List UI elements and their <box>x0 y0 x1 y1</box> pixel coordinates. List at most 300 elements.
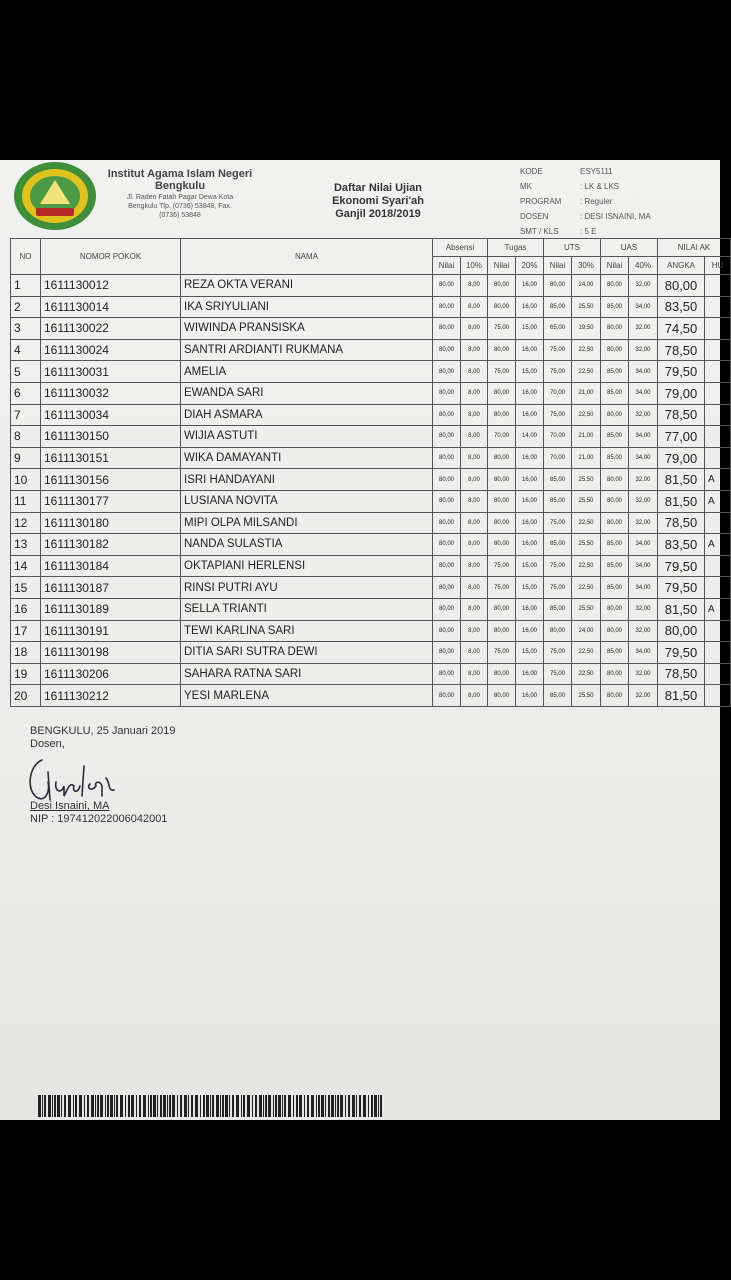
student-name: EWANDA SARI <box>181 382 433 404</box>
tugas-20pct: 15,00 <box>516 361 544 383</box>
document-page <box>0 160 724 1120</box>
barcode-bar <box>206 1095 209 1117</box>
tugas-20pct: 15,00 <box>516 577 544 599</box>
final-score-angka: 81,50 <box>658 598 705 620</box>
course-meta-value: : Reguler <box>580 197 613 206</box>
tugas-nilai: 80,00 <box>488 512 516 534</box>
uts-nilai: 75,00 <box>544 404 572 426</box>
barcode-bar <box>299 1095 302 1117</box>
student-name: AMELIA <box>181 361 433 383</box>
title-line1: Daftar Nilai Ujian <box>333 182 423 194</box>
student-nim: 1611130189 <box>41 598 181 620</box>
absensi-10pct: 8,00 <box>461 382 488 404</box>
barcode-bar <box>363 1095 366 1117</box>
student-nim: 1611130212 <box>41 685 181 707</box>
tugas-nilai: 80,00 <box>488 490 516 512</box>
uas-40pct: 34,00 <box>629 555 658 577</box>
absensi-nilai: 80,00 <box>433 555 461 577</box>
barcode-bar <box>42 1095 43 1117</box>
uts-30pct: 22,50 <box>572 404 601 426</box>
absensi-nilai: 80,00 <box>433 404 461 426</box>
barcode-bar <box>200 1095 201 1117</box>
student-name: DIAH ASMARA <box>181 404 433 426</box>
barcode-bar <box>243 1095 245 1117</box>
uts-30pct: 25,50 <box>572 598 601 620</box>
uas-40pct: 34,00 <box>629 382 658 404</box>
barcode-bar <box>380 1095 382 1117</box>
barcode-bar <box>232 1095 234 1117</box>
uts-nilai: 75,00 <box>544 577 572 599</box>
final-grade-huruf <box>705 275 731 297</box>
title-line2: Ekonomi Syari'ah <box>332 195 424 207</box>
barcode-bar <box>236 1095 239 1117</box>
uts-30pct: 22,50 <box>572 663 601 685</box>
row-number: 14 <box>11 555 41 577</box>
absensi-10pct: 8,00 <box>461 318 488 340</box>
uts-30pct: 22,50 <box>572 339 601 361</box>
tugas-nilai: 80,00 <box>488 296 516 318</box>
student-nim: 1611130150 <box>41 426 181 448</box>
tugas-nilai: 80,00 <box>488 469 516 491</box>
barcode-bar <box>184 1095 187 1117</box>
barcode-bar <box>188 1095 189 1117</box>
row-number: 3 <box>11 318 41 340</box>
uts-30pct: 25,50 <box>572 534 601 556</box>
barcode-bar <box>116 1095 118 1117</box>
table-row <box>11 296 731 318</box>
course-meta-row <box>520 164 700 179</box>
absensi-nilai: 80,00 <box>433 296 461 318</box>
row-number: 2 <box>11 296 41 318</box>
tugas-nilai: 80,00 <box>488 404 516 426</box>
course-meta-label: SMT / KLS <box>520 227 559 236</box>
uts-nilai: 70,00 <box>544 382 572 404</box>
uas-40pct: 34,00 <box>629 577 658 599</box>
uas-nilai: 80,00 <box>601 620 629 642</box>
final-score-angka: 79,50 <box>658 642 705 664</box>
tugas-20pct: 16,00 <box>516 404 544 426</box>
barcode-bar <box>95 1095 96 1117</box>
barcode-bar <box>110 1095 113 1117</box>
subheader-30pct: 30% <box>572 257 601 275</box>
tugas-nilai: 75,00 <box>488 318 516 340</box>
absensi-nilai: 80,00 <box>433 642 461 664</box>
tugas-nilai: 80,00 <box>488 382 516 404</box>
final-grade-huruf <box>705 642 731 664</box>
uts-30pct: 25,50 <box>572 469 601 491</box>
subheader-40pct: 40% <box>629 257 658 275</box>
final-score-angka: 80,00 <box>658 620 705 642</box>
subheader-nilai: Nilai <box>544 257 572 275</box>
barcode-bar <box>52 1095 53 1117</box>
barcode-bar <box>247 1095 250 1117</box>
tugas-20pct: 16,00 <box>516 620 544 642</box>
signature-block <box>30 725 176 751</box>
course-meta-label: KODE <box>520 167 543 176</box>
uts-nilai: 75,00 <box>544 512 572 534</box>
absensi-nilai: 80,00 <box>433 361 461 383</box>
final-grade-huruf <box>705 426 731 448</box>
barcode-bar <box>259 1095 262 1117</box>
tugas-nilai: 80,00 <box>488 339 516 361</box>
absensi-10pct: 8,00 <box>461 490 488 512</box>
barcode-bar <box>203 1095 205 1117</box>
uas-40pct: 32,00 <box>629 275 658 297</box>
uts-nilai: 80,00 <box>544 275 572 297</box>
absensi-10pct: 8,00 <box>461 361 488 383</box>
header-nomor-pokok: NOMOR POKOK <box>41 239 181 275</box>
barcode-bar <box>241 1095 242 1117</box>
student-nim: 1611130151 <box>41 447 181 469</box>
barcode-bar <box>107 1095 109 1117</box>
final-grade-huruf <box>705 577 731 599</box>
uas-nilai: 85,00 <box>601 382 629 404</box>
uts-nilai: 65,00 <box>544 318 572 340</box>
uts-nilai: 85,00 <box>544 296 572 318</box>
barcode-bar <box>153 1095 156 1117</box>
barcode-bar <box>87 1095 89 1117</box>
barcode-bar <box>311 1095 314 1117</box>
uas-nilai: 85,00 <box>601 577 629 599</box>
tugas-20pct: 16,00 <box>516 663 544 685</box>
barcode-bar <box>345 1095 346 1117</box>
barcode-bar <box>157 1095 158 1117</box>
table-row <box>11 663 731 685</box>
uts-30pct: 25,50 <box>572 490 601 512</box>
uts-30pct: 25,50 <box>572 296 601 318</box>
absensi-nilai: 80,00 <box>433 620 461 642</box>
uas-nilai: 85,00 <box>601 534 629 556</box>
uas-40pct: 32,00 <box>629 490 658 512</box>
absensi-10pct: 8,00 <box>461 685 488 707</box>
barcode-bar <box>265 1095 267 1117</box>
table-row <box>11 642 731 664</box>
table-row <box>11 318 731 340</box>
final-score-angka: 79,00 <box>658 447 705 469</box>
barcode-bar <box>220 1095 221 1117</box>
uts-30pct: 21,00 <box>572 382 601 404</box>
barcode-bar <box>97 1095 99 1117</box>
row-number: 6 <box>11 382 41 404</box>
uas-40pct: 32,00 <box>629 404 658 426</box>
barcode-bar <box>100 1095 103 1117</box>
row-number: 19 <box>11 663 41 685</box>
uts-30pct: 21,00 <box>572 426 601 448</box>
barcode-bar <box>316 1095 317 1117</box>
course-meta-value: : 5 E <box>580 227 597 236</box>
row-number: 8 <box>11 426 41 448</box>
course-meta-row <box>520 209 700 224</box>
uas-nilai: 80,00 <box>601 469 629 491</box>
barcode-bar <box>337 1095 339 1117</box>
barcode-bar <box>131 1095 134 1117</box>
student-nim: 1611130206 <box>41 663 181 685</box>
subheader-angka: ANGKA <box>658 257 705 275</box>
final-score-angka: 80,00 <box>658 275 705 297</box>
absensi-10pct: 8,00 <box>461 555 488 577</box>
absensi-10pct: 8,00 <box>461 598 488 620</box>
uas-nilai: 85,00 <box>601 555 629 577</box>
course-meta-row <box>520 224 700 239</box>
uts-nilai: 85,00 <box>544 598 572 620</box>
uts-30pct: 21,00 <box>572 447 601 469</box>
tugas-20pct: 16,00 <box>516 447 544 469</box>
uas-40pct: 34,00 <box>629 447 658 469</box>
absensi-10pct: 8,00 <box>461 577 488 599</box>
final-score-angka: 81,50 <box>658 469 705 491</box>
student-name: SELLA TRIANTI <box>181 598 433 620</box>
uas-nilai: 80,00 <box>601 598 629 620</box>
student-name: RINSI PUTRI AYU <box>181 577 433 599</box>
barcode-bar <box>105 1095 106 1117</box>
uas-40pct: 32,00 <box>629 339 658 361</box>
row-number: 18 <box>11 642 41 664</box>
final-score-angka: 78,50 <box>658 404 705 426</box>
table-row <box>11 469 731 491</box>
uas-nilai: 80,00 <box>601 512 629 534</box>
tugas-20pct: 16,00 <box>516 490 544 512</box>
barcode-bar <box>268 1095 271 1117</box>
absensi-nilai: 80,00 <box>433 275 461 297</box>
final-grade-huruf <box>705 685 731 707</box>
barcode-bar <box>378 1095 379 1117</box>
uas-40pct: 34,00 <box>629 642 658 664</box>
uas-nilai: 85,00 <box>601 361 629 383</box>
row-number: 13 <box>11 534 41 556</box>
table-row <box>11 339 731 361</box>
table-row <box>11 426 731 448</box>
header-absensi: Absensi <box>433 239 488 257</box>
row-number: 15 <box>11 577 41 599</box>
barcode-bar <box>216 1095 219 1117</box>
uas-40pct: 32,00 <box>629 318 658 340</box>
student-name: YESI MARLENA <box>181 685 433 707</box>
student-name: IKA SRIYULIANI <box>181 296 433 318</box>
uas-nilai: 85,00 <box>601 447 629 469</box>
row-number: 17 <box>11 620 41 642</box>
student-nim: 1611130182 <box>41 534 181 556</box>
student-nim: 1611130156 <box>41 469 181 491</box>
uts-nilai: 85,00 <box>544 490 572 512</box>
barcode-bar <box>252 1095 253 1117</box>
final-grade-huruf <box>705 318 731 340</box>
final-grade-huruf <box>705 663 731 685</box>
final-score-angka: 78,50 <box>658 339 705 361</box>
student-name: NANDA SULASTIA <box>181 534 433 556</box>
subheader-20pct: 20% <box>516 257 544 275</box>
absensi-10pct: 8,00 <box>461 512 488 534</box>
student-nim: 1611130187 <box>41 577 181 599</box>
institution-address-line1: Jl. Raden Fatah Pagar Dewa Kota <box>126 194 234 201</box>
table-row <box>11 598 731 620</box>
place-date: BENGKULU, 25 Januari 2019 <box>30 725 176 737</box>
grades-table <box>10 238 731 707</box>
barcode-bar <box>163 1095 166 1117</box>
absensi-10pct: 8,00 <box>461 663 488 685</box>
absensi-10pct: 8,00 <box>461 642 488 664</box>
row-number: 7 <box>11 404 41 426</box>
barcode <box>38 1095 383 1117</box>
uts-nilai: 70,00 <box>544 426 572 448</box>
final-score-angka: 78,50 <box>658 663 705 685</box>
barcode-bar <box>225 1095 228 1117</box>
student-name: TEWI KARLINA SARI <box>181 620 433 642</box>
barcode-bar <box>177 1095 178 1117</box>
uas-nilai: 85,00 <box>601 296 629 318</box>
tugas-nilai: 80,00 <box>488 275 516 297</box>
absensi-10pct: 8,00 <box>461 404 488 426</box>
barcode-bar <box>352 1095 355 1117</box>
final-score-angka: 83,50 <box>658 534 705 556</box>
uas-nilai: 80,00 <box>601 663 629 685</box>
barcode-bar <box>57 1095 60 1117</box>
uas-40pct: 32,00 <box>629 620 658 642</box>
barcode-bar <box>368 1095 369 1117</box>
barcode-bar <box>143 1095 146 1117</box>
subheader-nilai: Nilai <box>601 257 629 275</box>
uts-30pct: 22,50 <box>572 512 601 534</box>
barcode-bar <box>54 1095 56 1117</box>
absensi-nilai: 80,00 <box>433 490 461 512</box>
barcode-bar <box>172 1095 175 1117</box>
absensi-nilai: 80,00 <box>433 426 461 448</box>
row-number: 5 <box>11 361 41 383</box>
uts-30pct: 22,50 <box>572 577 601 599</box>
tugas-20pct: 16,00 <box>516 339 544 361</box>
final-grade-huruf: A <box>705 490 731 512</box>
student-nim: 1611130012 <box>41 275 181 297</box>
absensi-10pct: 8,00 <box>461 275 488 297</box>
barcode-bar <box>356 1095 357 1117</box>
row-number: 4 <box>11 339 41 361</box>
barcode-bar <box>284 1095 286 1117</box>
institution-address-line2: Bengkulu Tlp. (0736) 53848, Fax. <box>128 203 232 210</box>
barcode-bar <box>273 1095 274 1117</box>
document-title <box>318 182 438 221</box>
barcode-bar <box>210 1095 211 1117</box>
uas-nilai: 80,00 <box>601 490 629 512</box>
barcode-bar <box>148 1095 149 1117</box>
student-name: REZA OKTA VERANI <box>181 275 433 297</box>
tugas-20pct: 15,00 <box>516 642 544 664</box>
row-number: 20 <box>11 685 41 707</box>
uas-nilai: 85,00 <box>601 426 629 448</box>
tugas-nilai: 80,00 <box>488 620 516 642</box>
final-score-angka: 78,50 <box>658 512 705 534</box>
student-name: SAHARA RATNA SARI <box>181 663 433 685</box>
final-grade-huruf <box>705 620 731 642</box>
barcode-bar <box>91 1095 94 1117</box>
absensi-nilai: 80,00 <box>433 339 461 361</box>
barcode-bar <box>255 1095 257 1117</box>
header-uas: UAS <box>601 239 658 257</box>
absensi-10pct: 8,00 <box>461 447 488 469</box>
uts-nilai: 70,00 <box>544 447 572 469</box>
student-name: WIKA DAMAYANTI <box>181 447 433 469</box>
barcode-bar <box>288 1095 291 1117</box>
final-grade-huruf: A <box>705 469 731 491</box>
uas-nilai: 80,00 <box>601 404 629 426</box>
row-number: 1 <box>11 275 41 297</box>
barcode-bar <box>38 1095 41 1117</box>
barcode-bar <box>359 1095 361 1117</box>
absensi-10pct: 8,00 <box>461 534 488 556</box>
uts-nilai: 85,00 <box>544 685 572 707</box>
student-nim: 1611130177 <box>41 490 181 512</box>
course-meta-value: : LK & LKS <box>580 182 620 191</box>
barcode-bar <box>68 1095 71 1117</box>
absensi-nilai: 80,00 <box>433 685 461 707</box>
barcode-bar <box>307 1095 309 1117</box>
absensi-nilai: 80,00 <box>433 318 461 340</box>
barcode-bar <box>275 1095 277 1117</box>
barcode-bar <box>371 1095 373 1117</box>
final-score-angka: 79,50 <box>658 555 705 577</box>
subheader-10pct: 10% <box>461 257 488 275</box>
uts-30pct: 22,50 <box>572 555 601 577</box>
student-name: WIWINDA PRANSISKA <box>181 318 433 340</box>
student-name: ISRI HANDAYANI <box>181 469 433 491</box>
barcode-bar <box>64 1095 66 1117</box>
row-number: 9 <box>11 447 41 469</box>
table-row <box>11 534 731 556</box>
barcode-bar <box>180 1095 182 1117</box>
uas-40pct: 34,00 <box>629 361 658 383</box>
tugas-20pct: 16,00 <box>516 296 544 318</box>
student-nim: 1611130180 <box>41 512 181 534</box>
student-nim: 1611130022 <box>41 318 181 340</box>
barcode-bar <box>61 1095 62 1117</box>
barcode-bar <box>328 1095 330 1117</box>
row-number: 10 <box>11 469 41 491</box>
student-name: DITIA SARI SUTRA DEWI <box>181 642 433 664</box>
barcode-bar <box>331 1095 334 1117</box>
uts-nilai: 80,00 <box>544 620 572 642</box>
barcode-bar <box>73 1095 74 1117</box>
student-nim: 1611130184 <box>41 555 181 577</box>
uas-40pct: 32,00 <box>629 598 658 620</box>
uas-40pct: 34,00 <box>629 426 658 448</box>
barcode-bar <box>160 1095 162 1117</box>
absensi-10pct: 8,00 <box>461 620 488 642</box>
final-grade-huruf: A <box>705 598 731 620</box>
uas-40pct: 32,00 <box>629 663 658 685</box>
subheader-huruf: HU <box>705 257 731 275</box>
barcode-bar <box>293 1095 294 1117</box>
course-meta-row <box>520 179 700 194</box>
row-number: 16 <box>11 598 41 620</box>
course-meta-label: DOSEN <box>520 212 549 221</box>
student-nim: 1611130031 <box>41 361 181 383</box>
barcode-bar <box>222 1095 224 1117</box>
absensi-10pct: 8,00 <box>461 296 488 318</box>
subheader-nilai: Nilai <box>433 257 461 275</box>
institution-header <box>100 168 260 220</box>
table-row <box>11 361 731 383</box>
final-score-angka: 81,50 <box>658 685 705 707</box>
course-meta-label: MK <box>520 182 532 191</box>
uts-nilai: 75,00 <box>544 339 572 361</box>
signer-name: Desi Isnaini, MA <box>30 800 110 812</box>
barcode-bar <box>167 1095 168 1117</box>
absensi-nilai: 80,00 <box>433 534 461 556</box>
absensi-nilai: 80,00 <box>433 447 461 469</box>
barcode-bar <box>229 1095 230 1117</box>
final-score-angka: 77,00 <box>658 426 705 448</box>
barcode-bar <box>335 1095 336 1117</box>
signer-role: Dosen, <box>30 738 65 750</box>
barcode-bar <box>348 1095 350 1117</box>
